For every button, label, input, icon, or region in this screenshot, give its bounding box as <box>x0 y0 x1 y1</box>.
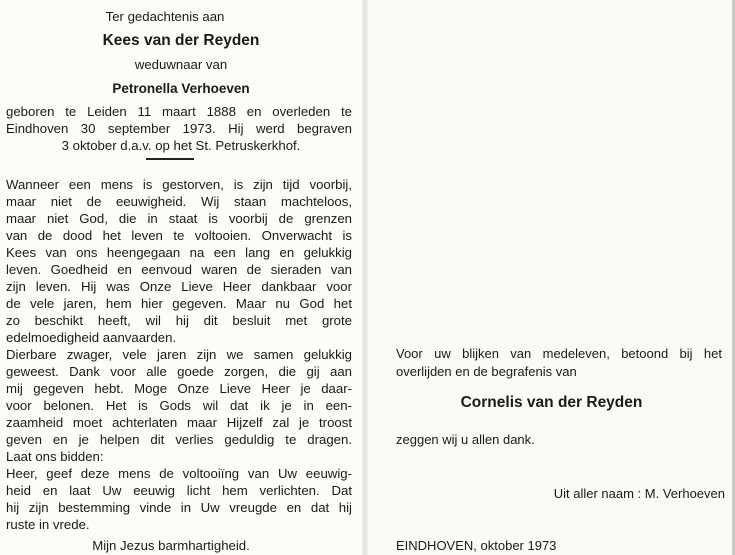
body-line: Wanneer een mens is gestorven, is zijn tijd voorbij, <box>6 177 352 192</box>
body-line: maar niet God, die in staat is voorbij de grenzen <box>6 211 352 226</box>
body-line: zo beschikt heeft, wil hij dit besluit met grote <box>6 313 352 328</box>
place-date: EINDHOVEN, oktober 1973 <box>396 538 557 553</box>
body-line: zaamheid moet achterlaten maar Hijzelf zal je troost <box>6 415 352 430</box>
body-line: mij gegeven hebt. Moge Onze Lieve Heer je daar- <box>6 381 352 396</box>
body-line: zijn leven. Hij was Onze Lieve Heer dankbaar voor <box>6 279 352 294</box>
body-line: edelmoedigheid aanvaarden. <box>6 330 177 345</box>
deceased-name: Kees van der Reyden <box>102 32 260 49</box>
body-line: voor belonen. Het is Gods wil dat ik je in een- <box>6 398 352 413</box>
widower-text: weduwnaar van <box>134 57 228 72</box>
body-line: geven en je helpen dit verlies geduldig te dragen. <box>6 432 352 447</box>
body-line: ruste in vrede. <box>6 517 90 532</box>
thanked-name: Cornelis van der Reyden <box>460 394 643 411</box>
memorial-card-right-page <box>368 0 735 555</box>
thanks-line: overlijden en de begrafenis van <box>396 364 577 379</box>
thanks-line: Voor uw blijken van medeleven, betoond bij het <box>396 346 722 361</box>
body-line: geweest. Dank voor alle goede zorgen, die gij aan <box>6 364 352 379</box>
body-line: de vele jaren, hem hier gegeven. Maar nu God het <box>6 296 352 311</box>
body-line: hij zijn bestemming vinde in Uw vreugde en dat hij <box>6 500 352 515</box>
memorial-header: Ter gedachtenis aan <box>105 9 225 24</box>
body-line: maar niet de eeuwigheid. Wij staan machteloos, <box>6 194 352 209</box>
bio-line: geboren te Leiden 11 maart 1888 en overleden te <box>6 104 352 119</box>
body-line: Kees van ons heengegaan na een lang en gelukkig <box>6 245 352 260</box>
closing-prayer: Mijn Jezus barmhartigheid. <box>92 538 250 553</box>
body-line: Dierbare zwager, vele jaren zijn we samen gelukkig <box>6 347 352 362</box>
body-line: leven. Goedheid en eenvoud waren de sieraden van <box>6 262 352 277</box>
bio-line: 3 oktober d.a.v. op het St. Petruskerkhof. <box>61 138 301 153</box>
bio-line: Eindhoven 30 september 1973. Hij werd begraven <box>6 121 352 136</box>
spouse-name: Petronella Verhoeven <box>112 81 250 96</box>
body-line: Heer, geef deze mens de voltooiïng van Uw eeuwig- <box>6 466 352 481</box>
body-line: Laat ons bidden: <box>6 449 104 464</box>
divider-rule <box>146 158 194 160</box>
body-line: van de dood het leven te voltooien. Onverwacht is <box>6 228 352 243</box>
memorial-card-left-page <box>0 0 362 555</box>
body-line: heid en laat Uw eeuwig licht hem verlichten. Dat <box>6 483 352 498</box>
thanks-closing: zeggen wij u allen dank. <box>396 432 535 447</box>
signature: Uit aller naam : M. Verhoeven <box>553 486 725 501</box>
